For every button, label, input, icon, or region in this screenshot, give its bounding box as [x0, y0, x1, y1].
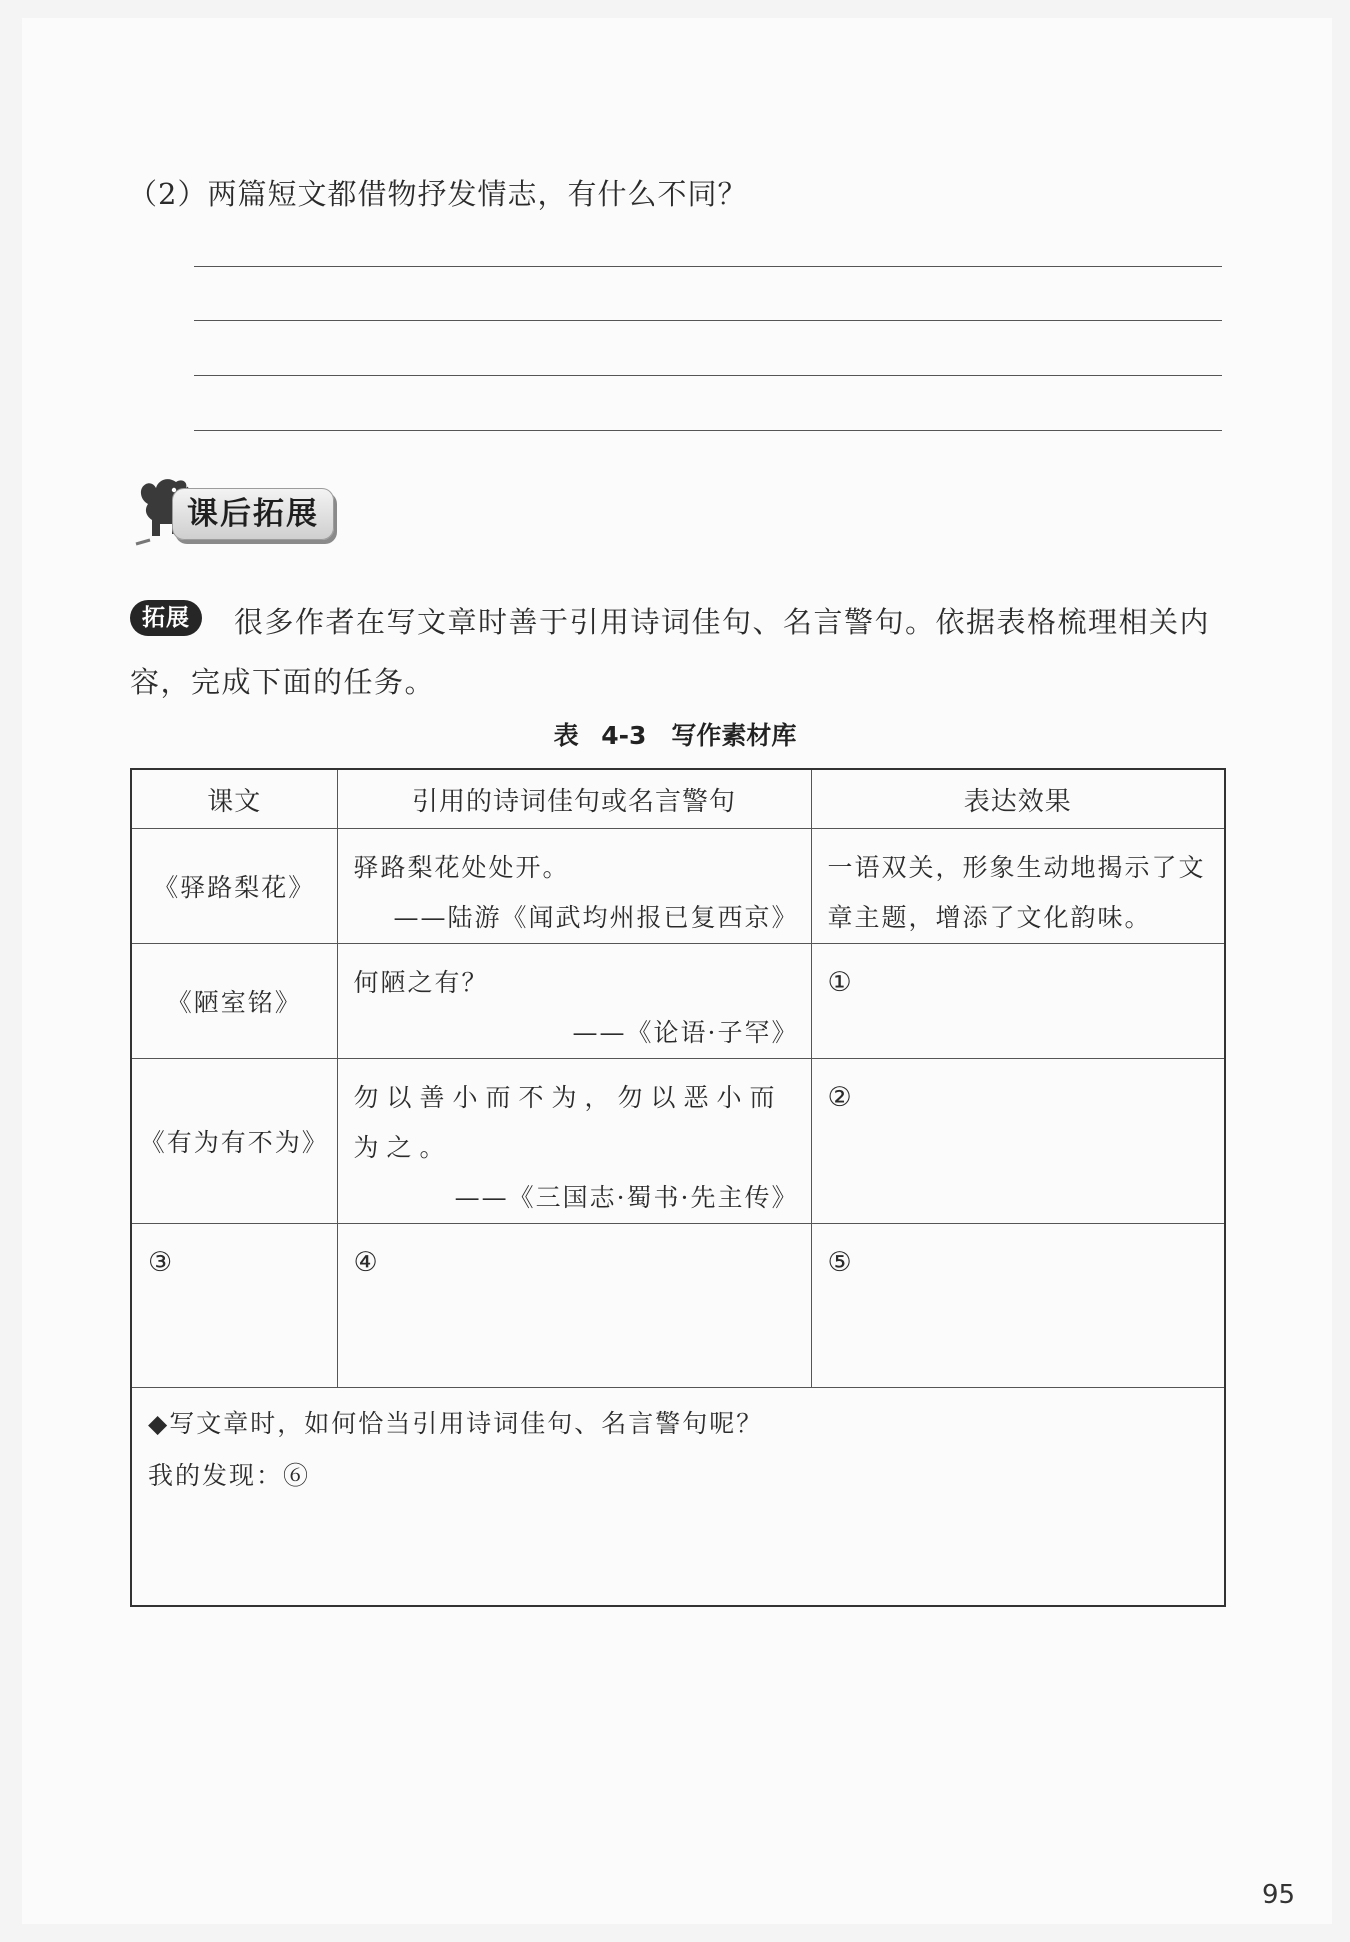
- blank-marker: ①: [827, 967, 854, 998]
- answer-line[interactable]: [194, 320, 1222, 321]
- table-row: [131, 1224, 1225, 1388]
- blank-marker: ③: [148, 1247, 175, 1278]
- quote-text: 勿以善小而不为，勿以恶小而为之。: [353, 1083, 783, 1162]
- quote-cell: [337, 944, 811, 1059]
- table-row: [131, 1059, 1225, 1224]
- blank-marker: ④: [353, 1247, 380, 1278]
- text-title-cell: 《陋室铭》: [131, 944, 337, 1059]
- page-number: 95: [1262, 1880, 1296, 1910]
- text-title-cell: 《有为有不为》: [131, 1059, 337, 1224]
- table-header-row: [131, 769, 1225, 829]
- discovery-answer: 我的发现：⑥: [148, 1461, 311, 1490]
- table-caption: 表 4-3 写作素材库: [553, 721, 797, 750]
- answer-line[interactable]: [194, 266, 1222, 267]
- answer-line[interactable]: [194, 375, 1222, 376]
- table-row: [131, 829, 1225, 944]
- effect-text: 一语双关，形象生动地揭示了文章主题，增添了文化韵味。: [827, 853, 1206, 932]
- quote-source: ——陆游《闻武均州报已复西京》: [393, 903, 799, 932]
- quote-source: ——《论语·子罕》: [572, 1018, 799, 1047]
- material-table: [130, 768, 1226, 1607]
- quote-cell[interactable]: [337, 1224, 811, 1388]
- section-badge: [130, 474, 340, 554]
- quote-source: ——《三国志·蜀书·先主传》: [454, 1183, 799, 1212]
- quote-text: 何陋之有？: [353, 968, 489, 997]
- extension-text: 很多作者在写文章时善于引用诗词佳句、名言警句。依据表格梳理相关内容，完成下面的任务。: [130, 605, 1211, 699]
- effect-cell[interactable]: [811, 944, 1225, 1059]
- quote-cell: [337, 829, 811, 944]
- column-header: 表达效果: [811, 769, 1225, 829]
- blank-marker: ②: [827, 1082, 854, 1113]
- table-row: [131, 944, 1225, 1059]
- discovery-row: [131, 1388, 1225, 1606]
- effect-cell: [811, 829, 1225, 944]
- effect-cell[interactable]: [811, 1059, 1225, 1224]
- blank-marker: ⑤: [827, 1247, 854, 1278]
- discovery-cell[interactable]: [131, 1388, 1225, 1606]
- column-header: 课文: [131, 769, 337, 829]
- extension-tag: 拓展: [130, 600, 202, 636]
- quote-cell: [337, 1059, 811, 1224]
- answer-line[interactable]: [194, 430, 1222, 431]
- discovery-question: ◆写文章时，如何恰当引用诗词佳句、名言警句呢？: [148, 1409, 764, 1438]
- text-title-cell: 《驿路梨花》: [131, 829, 337, 944]
- section-title: 课后拓展: [172, 488, 334, 540]
- text-title-cell[interactable]: [131, 1224, 337, 1388]
- quote-text: 驿路梨花处处开。: [353, 853, 570, 882]
- column-header: 引用的诗词佳句或名言警句: [337, 769, 811, 829]
- question-2: （2）两篇短文都借物抒发情志，有什么不同？: [128, 177, 748, 211]
- effect-cell[interactable]: [811, 1224, 1225, 1388]
